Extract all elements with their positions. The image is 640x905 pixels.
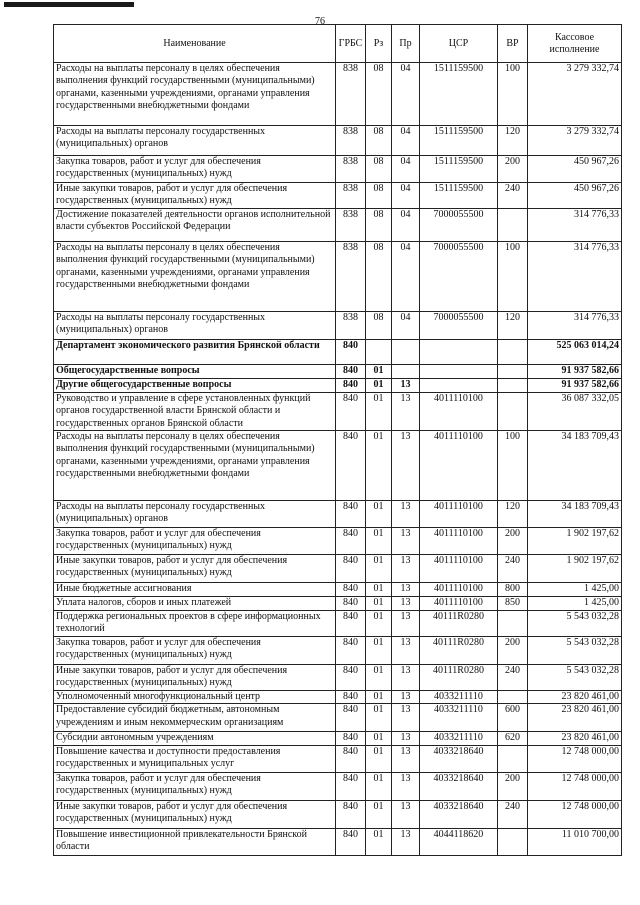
table-row: [54, 597, 622, 611]
cell-grbs: 840: [336, 636, 366, 664]
cell-rz: 01: [366, 501, 392, 528]
cell-csr: 4044118620: [420, 828, 498, 855]
cell-amount: 1 425,00: [528, 597, 622, 611]
cell-name: Повышение качества и доступности предоставления государственных и муниципальных услуг: [54, 745, 336, 772]
cell-rz: 01: [366, 772, 392, 800]
cell-name: Расходы на выплаты персоналу государственных (муниципальных) органов: [54, 126, 336, 156]
cell-vr: 100: [498, 63, 528, 126]
cell-csr: 4011110100: [420, 431, 498, 501]
cell-name: Уполномоченный многофункциональный центр: [54, 690, 336, 703]
header-vr: ВР: [498, 25, 528, 63]
table-row: [54, 745, 622, 772]
cell-csr: 4011110100: [420, 555, 498, 583]
cell-grbs: 840: [336, 611, 366, 637]
cell-vr: 120: [498, 501, 528, 528]
cell-csr: 7000055500: [420, 208, 498, 241]
cell-rz: 01: [366, 583, 392, 597]
table-row: [54, 636, 622, 664]
cell-grbs: 840: [336, 501, 366, 528]
cell-rz: 08: [366, 63, 392, 126]
cell-csr: [420, 364, 498, 378]
cell-name: Расходы на выплаты персоналу в целях обеспечения выполнения функций государственными (муниципальными) органами, казенными учреждениями, органами управления государственными внебюджетными фондами: [54, 431, 336, 501]
cell-pr: 13: [392, 528, 420, 555]
cell-amount: 12 748 000,00: [528, 745, 622, 772]
cell-amount: 36 087 332,05: [528, 392, 622, 430]
cell-csr: [420, 339, 498, 364]
cell-rz: 08: [366, 183, 392, 209]
cell-name: Иные закупки товаров, работ и услуг для обеспечения государственных (муниципальных) нужд: [54, 664, 336, 690]
cell-name: Департамент экономического развития Брянской области: [54, 339, 336, 364]
cell-rz: 01: [366, 704, 392, 732]
cell-rz: [366, 339, 392, 364]
cell-amount: 34 183 709,43: [528, 431, 622, 501]
cell-rz: 01: [366, 555, 392, 583]
cell-pr: 13: [392, 828, 420, 855]
table-row: [54, 63, 622, 126]
cell-name: Закупка товаров, работ и услуг для обеспечения государственных (муниципальных) нужд: [54, 636, 336, 664]
cell-pr: 13: [392, 745, 420, 772]
cell-amount: 5 543 032,28: [528, 636, 622, 664]
cell-pr: 13: [392, 664, 420, 690]
cell-grbs: 840: [336, 800, 366, 828]
cell-vr: [498, 611, 528, 637]
table-row: [54, 126, 622, 156]
cell-pr: 13: [392, 636, 420, 664]
cell-vr: 120: [498, 311, 528, 339]
cell-rz: 01: [366, 392, 392, 430]
cell-grbs: 840: [336, 378, 366, 392]
cell-vr: 240: [498, 664, 528, 690]
cell-amount: 23 820 461,00: [528, 732, 622, 745]
cell-amount: 91 937 582,66: [528, 378, 622, 392]
cell-name: Иные бюджетные ассигнования: [54, 583, 336, 597]
cell-vr: 620: [498, 732, 528, 745]
cell-amount: 1 902 197,62: [528, 555, 622, 583]
cell-vr: 800: [498, 583, 528, 597]
cell-rz: 01: [366, 431, 392, 501]
cell-vr: [498, 339, 528, 364]
cell-pr: 13: [392, 392, 420, 430]
cell-csr: [420, 378, 498, 392]
cell-vr: 240: [498, 800, 528, 828]
cell-name: Другие общегосударственные вопросы: [54, 378, 336, 392]
cell-rz: 01: [366, 636, 392, 664]
cell-rz: 08: [366, 311, 392, 339]
header-name: Наименование: [54, 25, 336, 63]
cell-grbs: 838: [336, 183, 366, 209]
cell-vr: 850: [498, 597, 528, 611]
cell-pr: 13: [392, 501, 420, 528]
cell-rz: 01: [366, 745, 392, 772]
cell-pr: 13: [392, 597, 420, 611]
cell-vr: [498, 364, 528, 378]
cell-rz: 01: [366, 664, 392, 690]
scan-top-mark: [4, 2, 134, 7]
cell-rz: 01: [366, 364, 392, 378]
cell-pr: 13: [392, 431, 420, 501]
cell-name: Иные закупки товаров, работ и услуг для обеспечения государственных (муниципальных) нужд: [54, 555, 336, 583]
cell-grbs: 840: [336, 690, 366, 703]
cell-amount: 525 063 014,24: [528, 339, 622, 364]
cell-pr: 04: [392, 126, 420, 156]
cell-csr: 4011110100: [420, 392, 498, 430]
cell-grbs: 838: [336, 241, 366, 311]
cell-grbs: 840: [336, 583, 366, 597]
cell-name: Повышение инвестиционной привлекательности Брянской области: [54, 828, 336, 855]
cell-vr: [498, 208, 528, 241]
cell-rz: 01: [366, 690, 392, 703]
cell-pr: 13: [392, 583, 420, 597]
cell-name: Общегосударственные вопросы: [54, 364, 336, 378]
cell-vr: [498, 378, 528, 392]
cell-csr: 4033218640: [420, 745, 498, 772]
cell-name: Предоставление субсидий бюджетным, автономным учреждениям и иным некоммерческим организациям: [54, 704, 336, 732]
cell-amount: 1 902 197,62: [528, 528, 622, 555]
cell-rz: 01: [366, 611, 392, 637]
cell-grbs: 838: [336, 156, 366, 183]
cell-grbs: 840: [336, 392, 366, 430]
cell-pr: 04: [392, 63, 420, 126]
cell-name: Субсидии автономным учреждениям: [54, 732, 336, 745]
cell-csr: 1511159500: [420, 126, 498, 156]
cell-amount: 91 937 582,66: [528, 364, 622, 378]
table-row: [54, 241, 622, 311]
cell-grbs: 840: [336, 528, 366, 555]
cell-name: Закупка товаров, работ и услуг для обеспечения государственных (муниципальных) нужд: [54, 528, 336, 555]
cell-name: Поддержка региональных проектов в сфере информационных технологий: [54, 611, 336, 637]
cell-rz: 08: [366, 156, 392, 183]
table-row: [54, 392, 622, 430]
cell-pr: 13: [392, 378, 420, 392]
cell-grbs: 840: [336, 828, 366, 855]
cell-vr: [498, 828, 528, 855]
cell-csr: 4011110100: [420, 501, 498, 528]
cell-vr: 200: [498, 636, 528, 664]
table-row: [54, 311, 622, 339]
cell-rz: 01: [366, 378, 392, 392]
cell-name: Расходы на выплаты персоналу государственных (муниципальных) органов: [54, 501, 336, 528]
cell-grbs: 838: [336, 126, 366, 156]
cell-vr: 100: [498, 241, 528, 311]
cell-csr: 40111R0280: [420, 664, 498, 690]
table-row: [54, 583, 622, 597]
cell-pr: 04: [392, 311, 420, 339]
header-rz: Рз: [366, 25, 392, 63]
cell-grbs: 840: [336, 704, 366, 732]
cell-rz: 08: [366, 126, 392, 156]
table-row: [54, 183, 622, 209]
cell-pr: [392, 364, 420, 378]
table-row: [54, 364, 622, 378]
cell-csr: 4033211110: [420, 704, 498, 732]
cell-vr: 200: [498, 156, 528, 183]
cell-name: Расходы на выплаты персоналу в целях обеспечения выполнения функций государственными (муниципальными) органами, казенными учреждениями, органами управления государственными внебюджетными фондами: [54, 63, 336, 126]
cell-pr: [392, 339, 420, 364]
cell-grbs: 838: [336, 311, 366, 339]
cell-grbs: 840: [336, 364, 366, 378]
cell-csr: 4033211110: [420, 732, 498, 745]
cell-csr: 1511159500: [420, 156, 498, 183]
cell-rz: 08: [366, 241, 392, 311]
table-row: [54, 501, 622, 528]
cell-grbs: 840: [336, 555, 366, 583]
cell-csr: 4033218640: [420, 772, 498, 800]
cell-pr: 13: [392, 555, 420, 583]
cell-name: Достижение показателей деятельности органов исполнительной власти субъектов Российской Федерации: [54, 208, 336, 241]
cell-name: Иные закупки товаров, работ и услуг для обеспечения государственных (муниципальных) нужд: [54, 800, 336, 828]
cell-amount: 3 279 332,74: [528, 126, 622, 156]
cell-name: Расходы на выплаты персоналу государственных (муниципальных) органов: [54, 311, 336, 339]
cell-csr: 1511159500: [420, 183, 498, 209]
cell-amount: 314 776,33: [528, 241, 622, 311]
cell-amount: 12 748 000,00: [528, 772, 622, 800]
header-amount: Кассовое исполнение: [528, 25, 622, 63]
cell-grbs: 840: [336, 339, 366, 364]
cell-amount: 314 776,33: [528, 208, 622, 241]
cell-grbs: 840: [336, 597, 366, 611]
cell-grbs: 840: [336, 745, 366, 772]
cell-csr: 7000055500: [420, 241, 498, 311]
cell-amount: 5 543 032,28: [528, 611, 622, 637]
table-row: [54, 772, 622, 800]
table-row: [54, 828, 622, 855]
table-row: [54, 339, 622, 364]
cell-amount: 12 748 000,00: [528, 800, 622, 828]
cell-vr: 100: [498, 431, 528, 501]
cell-rz: 01: [366, 597, 392, 611]
table-row: [54, 431, 622, 501]
cell-csr: 7000055500: [420, 311, 498, 339]
cell-pr: 13: [392, 690, 420, 703]
cell-csr: 40111R0280: [420, 611, 498, 637]
header-grbs: ГРБС: [336, 25, 366, 63]
cell-pr: 04: [392, 183, 420, 209]
cell-rz: 08: [366, 208, 392, 241]
header-csr: ЦСР: [420, 25, 498, 63]
cell-grbs: 838: [336, 63, 366, 126]
page-number: 76: [315, 16, 325, 27]
cell-name: Закупка товаров, работ и услуг для обеспечения государственных (муниципальных) нужд: [54, 156, 336, 183]
cell-amount: 314 776,33: [528, 311, 622, 339]
table-row: [54, 156, 622, 183]
cell-pr: 04: [392, 208, 420, 241]
table-row: [54, 208, 622, 241]
table-row: [54, 555, 622, 583]
cell-csr: 4033211110: [420, 690, 498, 703]
cell-csr: 40111R0280: [420, 636, 498, 664]
table-header-row: [54, 25, 622, 63]
cell-grbs: 840: [336, 772, 366, 800]
table-row: [54, 690, 622, 703]
table-row: [54, 704, 622, 732]
cell-pr: 13: [392, 611, 420, 637]
cell-csr: 4033218640: [420, 800, 498, 828]
cell-pr: 13: [392, 800, 420, 828]
cell-grbs: 840: [336, 664, 366, 690]
cell-rz: 01: [366, 800, 392, 828]
cell-csr: 1511159500: [420, 63, 498, 126]
cell-amount: 23 820 461,00: [528, 704, 622, 732]
cell-amount: 450 967,26: [528, 183, 622, 209]
cell-vr: [498, 392, 528, 430]
cell-csr: 4011110100: [420, 597, 498, 611]
cell-amount: 3 279 332,74: [528, 63, 622, 126]
cell-amount: 450 967,26: [528, 156, 622, 183]
cell-name: Расходы на выплаты персоналу в целях обеспечения выполнения функций государственными (муниципальными) органами, казенными учреждениями, органами управления государственными внебюджетными фондами: [54, 241, 336, 311]
cell-grbs: 838: [336, 208, 366, 241]
budget-table: [53, 24, 622, 856]
cell-amount: 23 820 461,00: [528, 690, 622, 703]
cell-vr: 200: [498, 528, 528, 555]
table-row: [54, 664, 622, 690]
cell-vr: 600: [498, 704, 528, 732]
table-row: [54, 732, 622, 745]
cell-pr: 13: [392, 704, 420, 732]
cell-pr: 13: [392, 772, 420, 800]
cell-name: Иные закупки товаров, работ и услуг для обеспечения государственных (муниципальных) нужд: [54, 183, 336, 209]
table-row: [54, 378, 622, 392]
cell-csr: 4011110100: [420, 583, 498, 597]
cell-grbs: 840: [336, 431, 366, 501]
cell-vr: 240: [498, 183, 528, 209]
cell-pr: 04: [392, 241, 420, 311]
table-row: [54, 800, 622, 828]
cell-name: Закупка товаров, работ и услуг для обеспечения государственных (муниципальных) нужд: [54, 772, 336, 800]
cell-pr: 04: [392, 156, 420, 183]
cell-vr: 120: [498, 126, 528, 156]
cell-vr: 240: [498, 555, 528, 583]
cell-amount: 5 543 032,28: [528, 664, 622, 690]
cell-pr: 13: [392, 732, 420, 745]
cell-vr: [498, 745, 528, 772]
cell-amount: 1 425,00: [528, 583, 622, 597]
cell-csr: 4011110100: [420, 528, 498, 555]
table-row: [54, 611, 622, 637]
cell-amount: 11 010 700,00: [528, 828, 622, 855]
cell-vr: [498, 690, 528, 703]
cell-rz: 01: [366, 528, 392, 555]
table-row: [54, 528, 622, 555]
cell-rz: 01: [366, 732, 392, 745]
cell-grbs: 840: [336, 732, 366, 745]
cell-name: Уплата налогов, сборов и иных платежей: [54, 597, 336, 611]
cell-amount: 34 183 709,43: [528, 501, 622, 528]
cell-vr: 200: [498, 772, 528, 800]
cell-name: Руководство и управление в сфере установленных функций органов государственной власти Брянской области и государственных органов Брянской области: [54, 392, 336, 430]
cell-rz: 01: [366, 828, 392, 855]
header-pr: Пр: [392, 25, 420, 63]
